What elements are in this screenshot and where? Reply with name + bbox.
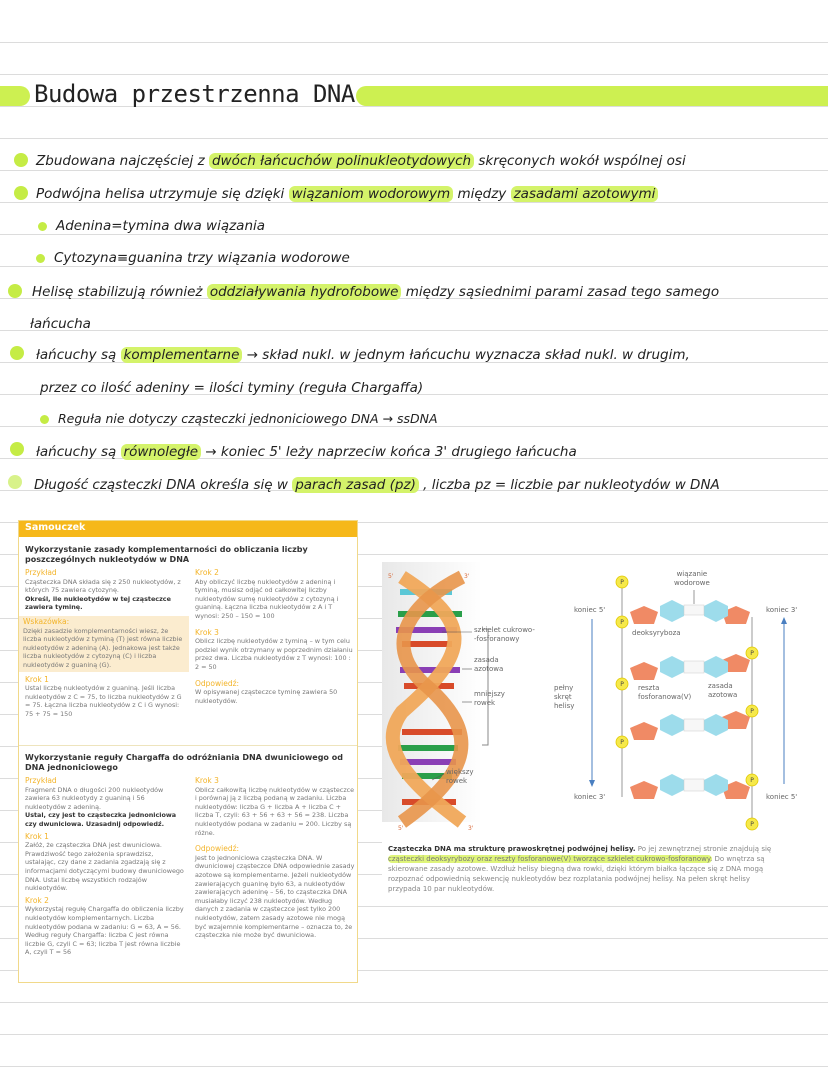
svg-text:P: P xyxy=(750,650,754,657)
hint-label: Wskazówka: xyxy=(23,616,70,626)
step-label: Krok 1 xyxy=(25,674,49,684)
right-column xyxy=(195,565,355,705)
bullet-icon xyxy=(38,222,47,231)
label-end-3: koniec 3' xyxy=(766,606,798,614)
example-label: Przykład xyxy=(25,568,57,577)
svg-text:P: P xyxy=(620,579,624,586)
note-line: Cytozyna≡guanina trzy wiązania wodorowe xyxy=(54,250,350,266)
step-label: Krok 3 xyxy=(195,627,219,637)
strand-scheme xyxy=(589,576,787,830)
caption-text: Do wnętrza są skierowane zasady azotowe. Wzdłuż helisy biegną dwa rowki, dzięki którym białka łączące się z DNA mogą rozpoznać odpowiednią sekwencję nukleotydów bez rozplatania podwójnej helisy. Na pełen skręt helisy przypada 10 par nukleotydów. xyxy=(388,855,765,893)
example-label: Przykład xyxy=(25,776,57,785)
label-3prime: 3' xyxy=(464,573,470,580)
label-deoxyribose: deoksyryboza xyxy=(632,629,681,637)
answer-label: Odpowiedź: xyxy=(195,678,240,688)
note-line xyxy=(34,477,720,493)
box-header: Samouczek xyxy=(19,521,357,537)
note-highlight: komplementarne xyxy=(121,347,243,363)
svg-text:P: P xyxy=(750,708,754,715)
note-text: między sąsiednimi parami zasad tego samego xyxy=(401,284,720,300)
answer-text: W opisywanej cząsteczce tyminę zawiera 50 nukleotydów. xyxy=(195,688,338,705)
figure-caption xyxy=(388,844,783,894)
note-text: łańcuchy są xyxy=(36,347,121,363)
step-text: Aby obliczyć liczbę nukleotydów z adeniną i tyminą, musisz odjąć od całkowitej liczby nukleotydów sumę nukleotydów z cytozyną i guaniną. Łączna liczba nukleotydów z A i T wynosi: 250 – 150 = 100 xyxy=(195,577,339,620)
note-text: Długość cząsteczki DNA określa się w xyxy=(34,477,293,493)
step-text: Wykorzystaj regułę Chargaffa do obliczenia liczby nukleotydów komplementarnych. Liczba nukleotydów podana w zadaniu: G = 63, A = 56. Według reguły Chargaffa: liczba C jest równa liczbie G, czyli C = 63; liczba T jest równa liczbie A, czyli T = 56 xyxy=(25,905,184,957)
note-line: Reguła nie dotyczy cząsteczki jednoniciowego DNA → ssDNA xyxy=(58,411,438,426)
dna-figure xyxy=(382,562,828,902)
bullet-icon xyxy=(14,153,28,167)
samouczek-box xyxy=(18,520,358,983)
svg-text:P: P xyxy=(620,619,624,626)
section-title: Wykorzystanie reguły Chargaffa do odróżniania DNA dwuniciowego od DNA jednoniciowego xyxy=(25,753,343,772)
label-5prime: 5' xyxy=(398,825,404,832)
bullet-icon xyxy=(8,284,22,298)
step-text: Załóż, że cząsteczka DNA jest dwuniciowa. Prawdziwość tego założenia sprawdzisz, ustalając, czy dane z zadania zgadzają się z informacjami dotyczącymi budowy dwuniciowego DNA. Ustal liczbę wszystkich rodzajów nukleotydów. xyxy=(25,841,184,893)
note-text: między xyxy=(453,186,511,202)
note-text: , liczba pz = liczbie par nukleotydów w DNA xyxy=(418,477,720,493)
caption-text: Po jej zewnętrznej stronie znajdują się xyxy=(635,845,772,853)
bullet-icon xyxy=(40,415,49,424)
bullet-icon xyxy=(8,475,22,489)
divider xyxy=(19,745,357,746)
note-line xyxy=(36,444,577,460)
step-text: Oblicz liczbę nukleotydów z tyminą – w tym celu podziel wynik otrzymany w poprzednim działaniu przez dwa. Liczba nukleotydów z T wynosi: 100 : 2 = 50 xyxy=(195,637,353,671)
label-full-turn: pełny skręt helisy xyxy=(554,684,575,710)
note-highlight: zasadami azotowymi xyxy=(511,186,659,202)
note-line xyxy=(36,153,686,169)
step-text: Ustal liczbę nukleotydów z guaniną. Jeśli liczba nukleotydów z C = 75, to liczba nukleotydów z G = 75. Łączna liczba nukleotydów z C i G wynosi: 75 + 75 = 150 xyxy=(25,684,182,718)
step-label: Krok 1 xyxy=(25,831,49,841)
label-hydrogen-bond: wiązanie wodorowe xyxy=(674,570,710,587)
note-line: łańcucha xyxy=(30,316,91,332)
note-highlight: dwóch łańcuchów polinukleotydowych xyxy=(209,153,474,169)
title-highlight-left xyxy=(0,86,30,106)
label-base: zasada azotowa xyxy=(474,656,504,673)
svg-text:P: P xyxy=(750,821,754,828)
bullet-icon xyxy=(36,254,45,263)
note-text: Zbudowana najczęściej z xyxy=(36,153,209,169)
section-title: Wykorzystanie zasady komplementarności do obliczania liczby poszczególnych nukleotydów w DNA xyxy=(25,545,308,564)
note-text: łańcuchy są xyxy=(36,444,121,460)
label-3prime: 3' xyxy=(468,825,474,832)
svg-text:P: P xyxy=(620,681,624,688)
section-complementarity xyxy=(23,545,353,718)
note-highlight: wiązaniom wodorowym xyxy=(289,186,454,202)
note-text: skręconych wokół wspólnej osi xyxy=(474,153,686,169)
note-text: → koniec 5' leży naprzeciw końca 3' drugiego łańcucha xyxy=(201,444,577,460)
step-label: Krok 3 xyxy=(195,776,219,785)
step-label: Krok 2 xyxy=(195,568,219,577)
answer-label: Odpowiedź: xyxy=(195,844,240,854)
note-highlight: parach zasad (pz) xyxy=(292,477,419,493)
hint-text: Dzięki zasadzie komplementarności wiesz, że liczba nukleotydów z tyminą (T) jest równa liczbie nukleotydów z adeniną (A). Jednakowa jest także liczba nukleotydów z cytozyną (C) i liczba nukleotydów z guaniną (G). xyxy=(23,626,183,669)
note-highlight: oddziaływania hydrofobowe xyxy=(207,284,402,300)
step-text: Oblicz całkowitą liczbę nukleotydów w cząsteczce i porównaj ją z liczbą podaną w zadaniu. Liczba nukleotydów: liczba G + liczba A + liczba C + liczba T, czyli: 63 + 56 + 63 + 56 = 238. Liczba nukleotydów podana w zadaniu = 200. Liczby są różne. xyxy=(195,785,355,837)
label-5prime: 5' xyxy=(388,573,394,580)
answer-text: Jest to jednoniciowa cząsteczka DNA. W dwuniciowej cząsteczce DNA odpowiednie zasady azotowe są komplementarne. Jeżeli nukleotydów zawierających guaninę było 63, a nukleotydów zawierających adeninę – 56, to cząsteczka DNA musiałaby liczyć 238 nukleotydów. Według danych z zadania w cząsteczce jest tylko 200 nukleotydów, zatem zasady azotowe nie mogą być wzajemnie komplementarne – oznacza to, że cząsteczka nie może być dwuniciowa. xyxy=(195,853,355,940)
example-question: Ustal, czy jest to cząsteczka jednoniciowa czy dwuniciowa. Uzasadnij odpowiedź. xyxy=(25,811,177,828)
label-minor-groove: mniejszy rowek xyxy=(474,690,505,707)
section-chargaff xyxy=(25,753,355,957)
page-title: Budowa przestrzenna DNA xyxy=(34,80,355,108)
note-line xyxy=(32,284,719,300)
svg-text:P: P xyxy=(620,739,624,746)
caption-bold: Cząsteczka DNA ma strukturę prawoskrętnej podwójnej helisy. xyxy=(388,845,636,853)
note-line xyxy=(36,347,690,363)
label-end-5: koniec 5' xyxy=(766,793,798,801)
note-text: Helisę stabilizują również xyxy=(32,284,207,300)
step-label: Krok 2 xyxy=(25,895,49,905)
label-end-5: koniec 5' xyxy=(574,606,606,614)
note-text: Podwójna helisa utrzymuje się dzięki xyxy=(36,186,289,202)
hint-box xyxy=(19,616,189,672)
left-column xyxy=(25,773,185,957)
note-highlight: równoległe xyxy=(121,444,201,460)
label-phosphate: reszta fosforanowa(V) xyxy=(638,684,692,701)
bullet-icon xyxy=(10,346,24,360)
label-major-groove: większy rowek xyxy=(446,768,474,785)
note-text: → skład nukl. w jednym łańcuchu wyznacza skład nukl. w drugim, xyxy=(242,347,690,363)
caption-highlight: cząsteczki deoksyrybozy oraz reszty fosforanowe(V) tworzące szkielet cukrowo-fosforanowy. xyxy=(388,855,713,863)
label-backbone: szkielet cukrowo- -fosforanowy xyxy=(474,626,535,643)
example-text: Cząsteczka DNA składa się z 250 nukleotydów, z których 75 zawiera cytozynę. xyxy=(25,577,181,595)
left-column xyxy=(25,565,185,719)
bullet-icon xyxy=(14,186,28,200)
bullet-icon xyxy=(10,442,24,456)
note-line xyxy=(36,186,658,202)
svg-text:P: P xyxy=(750,777,754,784)
title-highlight-right xyxy=(356,86,828,106)
note-line: Adenina=tymina dwa wiązania xyxy=(56,218,266,234)
example-text: Fragment DNA o długości 200 nukleotydów zawiera 63 nukleotydy z guaniną i 56 nukleotydów z adeniną. xyxy=(25,785,164,811)
label-base: zasada azotowa xyxy=(708,682,738,699)
right-column xyxy=(195,773,355,940)
note-line: przez co ilość adeniny = ilości tyminy (reguła Chargaffa) xyxy=(40,380,424,396)
bracket xyxy=(482,629,488,745)
example-question: Określ, ile nukleotydów w tej cząsteczce zawiera tyminę. xyxy=(25,594,171,612)
label-end-3: koniec 3' xyxy=(574,793,606,801)
